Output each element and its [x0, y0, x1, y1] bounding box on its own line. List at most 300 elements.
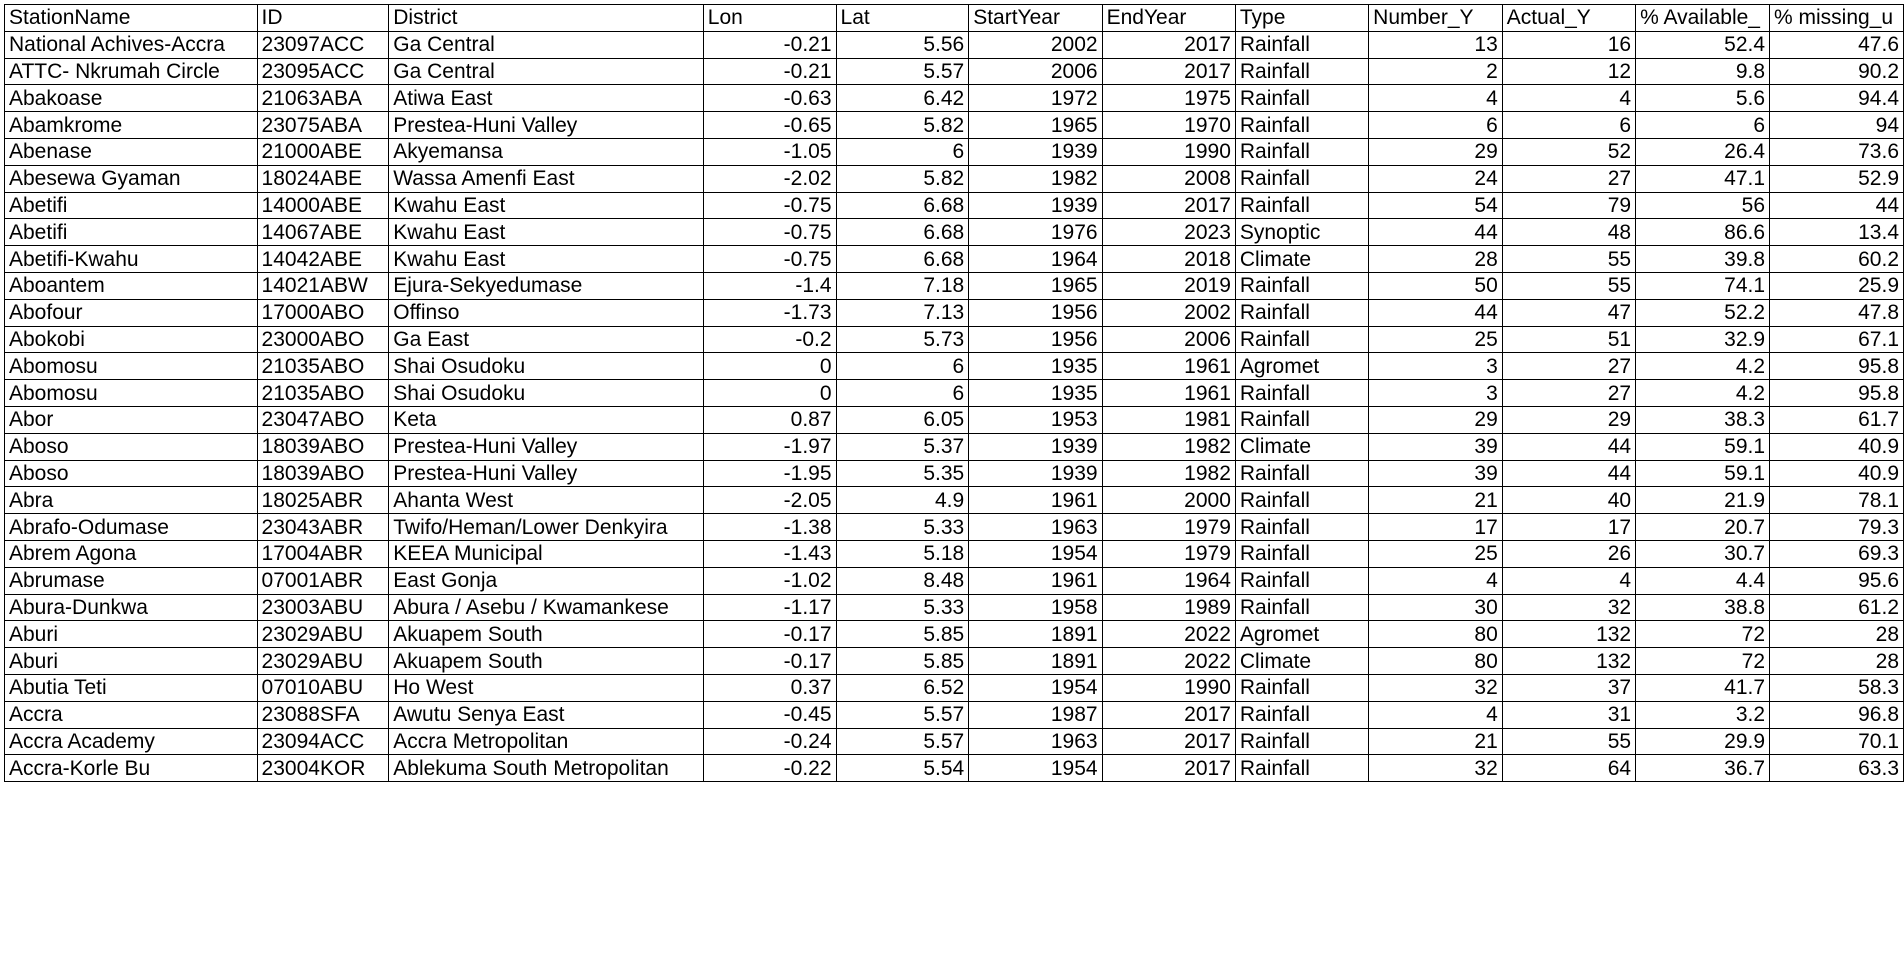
- cell-station-id[interactable]: 23000ABO: [257, 326, 389, 353]
- cell-station-id[interactable]: 21063ABA: [257, 85, 389, 112]
- cell-pct-available[interactable]: 72: [1636, 648, 1770, 675]
- cell-district[interactable]: Awutu Senya East: [389, 701, 704, 728]
- cell-lon[interactable]: -1.17: [703, 594, 836, 621]
- cell-actual-y[interactable]: 4: [1502, 85, 1635, 112]
- cell-district[interactable]: Prestea-Huni Valley: [389, 460, 704, 487]
- cell-station-id[interactable]: 14000ABE: [257, 192, 389, 219]
- cell-number-y[interactable]: 2: [1369, 58, 1503, 85]
- cell-number-y[interactable]: 17: [1369, 514, 1503, 541]
- cell-lat[interactable]: 5.33: [836, 514, 969, 541]
- cell-lat[interactable]: 5.82: [836, 165, 969, 192]
- cell-pct-available[interactable]: 52.2: [1636, 299, 1770, 326]
- cell-number-y[interactable]: 44: [1369, 219, 1503, 246]
- cell-end-year[interactable]: 1989: [1102, 594, 1235, 621]
- cell-pct-available[interactable]: 26.4: [1636, 138, 1770, 165]
- cell-pct-available[interactable]: 86.6: [1636, 219, 1770, 246]
- cell-number-y[interactable]: 24: [1369, 165, 1503, 192]
- cell-station-name[interactable]: Abesewa Gyaman: [5, 165, 258, 192]
- cell-district[interactable]: Accra Metropolitan: [389, 728, 704, 755]
- cell-pct-missing[interactable]: 95.6: [1770, 567, 1904, 594]
- cell-pct-missing[interactable]: 69.3: [1770, 540, 1904, 567]
- cell-lon[interactable]: 0.87: [703, 406, 836, 433]
- cell-pct-available[interactable]: 38.3: [1636, 406, 1770, 433]
- cell-type[interactable]: Rainfall: [1235, 192, 1368, 219]
- cell-start-year[interactable]: 1939: [969, 192, 1102, 219]
- cell-station-name[interactable]: Aburi: [5, 648, 258, 675]
- cell-number-y[interactable]: 29: [1369, 406, 1503, 433]
- cell-lon[interactable]: -0.75: [703, 219, 836, 246]
- cell-type[interactable]: Synoptic: [1235, 219, 1368, 246]
- cell-pct-available[interactable]: 39.8: [1636, 246, 1770, 273]
- cell-lat[interactable]: 6: [836, 138, 969, 165]
- cell-number-y[interactable]: 80: [1369, 648, 1503, 675]
- cell-pct-missing[interactable]: 94.4: [1770, 85, 1904, 112]
- cell-start-year[interactable]: 2006: [969, 58, 1102, 85]
- cell-end-year[interactable]: 2017: [1102, 31, 1235, 58]
- cell-pct-available[interactable]: 20.7: [1636, 514, 1770, 541]
- cell-type[interactable]: Rainfall: [1235, 540, 1368, 567]
- cell-station-name[interactable]: Abomosu: [5, 353, 258, 380]
- cell-type[interactable]: Rainfall: [1235, 58, 1368, 85]
- cell-pct-missing[interactable]: 28: [1770, 648, 1904, 675]
- cell-station-name[interactable]: Aboso: [5, 433, 258, 460]
- cell-actual-y[interactable]: 29: [1502, 406, 1635, 433]
- cell-pct-missing[interactable]: 63.3: [1770, 755, 1904, 782]
- cell-lat[interactable]: 5.33: [836, 594, 969, 621]
- cell-district[interactable]: Abura / Asebu / Kwamankese: [389, 594, 704, 621]
- cell-type[interactable]: Rainfall: [1235, 112, 1368, 139]
- cell-actual-y[interactable]: 32: [1502, 594, 1635, 621]
- cell-lat[interactable]: 6.42: [836, 85, 969, 112]
- cell-type[interactable]: Agromet: [1235, 353, 1368, 380]
- cell-lon[interactable]: -0.24: [703, 728, 836, 755]
- cell-pct-missing[interactable]: 95.8: [1770, 353, 1904, 380]
- cell-end-year[interactable]: 2017: [1102, 701, 1235, 728]
- cell-pct-available[interactable]: 6: [1636, 112, 1770, 139]
- cell-lat[interactable]: 5.56: [836, 31, 969, 58]
- cell-type[interactable]: Rainfall: [1235, 299, 1368, 326]
- cell-pct-missing[interactable]: 61.2: [1770, 594, 1904, 621]
- cell-number-y[interactable]: 54: [1369, 192, 1503, 219]
- cell-number-y[interactable]: 21: [1369, 487, 1503, 514]
- cell-number-y[interactable]: 3: [1369, 380, 1503, 407]
- cell-start-year[interactable]: 1958: [969, 594, 1102, 621]
- cell-station-name[interactable]: Accra: [5, 701, 258, 728]
- cell-pct-missing[interactable]: 90.2: [1770, 58, 1904, 85]
- column-header-actual-y[interactable]: Actual_Y: [1502, 5, 1635, 32]
- cell-station-id[interactable]: 23029ABU: [257, 621, 389, 648]
- cell-pct-available[interactable]: 59.1: [1636, 460, 1770, 487]
- cell-number-y[interactable]: 4: [1369, 85, 1503, 112]
- cell-station-name[interactable]: Abrem Agona: [5, 540, 258, 567]
- cell-lon[interactable]: -0.17: [703, 648, 836, 675]
- cell-station-id[interactable]: 23043ABR: [257, 514, 389, 541]
- cell-actual-y[interactable]: 16: [1502, 31, 1635, 58]
- cell-lat[interactable]: 8.48: [836, 567, 969, 594]
- cell-station-id[interactable]: 07001ABR: [257, 567, 389, 594]
- cell-station-name[interactable]: Accra Academy: [5, 728, 258, 755]
- cell-number-y[interactable]: 4: [1369, 701, 1503, 728]
- cell-end-year[interactable]: 1979: [1102, 540, 1235, 567]
- cell-type[interactable]: Rainfall: [1235, 487, 1368, 514]
- cell-station-id[interactable]: 23075ABA: [257, 112, 389, 139]
- cell-station-name[interactable]: Abamkrome: [5, 112, 258, 139]
- cell-start-year[interactable]: 1891: [969, 648, 1102, 675]
- cell-lon[interactable]: -1.02: [703, 567, 836, 594]
- cell-pct-available[interactable]: 41.7: [1636, 674, 1770, 701]
- cell-start-year[interactable]: 1956: [969, 299, 1102, 326]
- cell-type[interactable]: Agromet: [1235, 621, 1368, 648]
- cell-lon[interactable]: -1.4: [703, 272, 836, 299]
- column-header-lat[interactable]: Lat: [836, 5, 969, 32]
- cell-pct-missing[interactable]: 52.9: [1770, 165, 1904, 192]
- cell-lon[interactable]: 0: [703, 353, 836, 380]
- cell-station-name[interactable]: Abenase: [5, 138, 258, 165]
- cell-actual-y[interactable]: 4: [1502, 567, 1635, 594]
- cell-number-y[interactable]: 13: [1369, 31, 1503, 58]
- cell-actual-y[interactable]: 44: [1502, 433, 1635, 460]
- cell-start-year[interactable]: 1939: [969, 138, 1102, 165]
- cell-pct-missing[interactable]: 47.8: [1770, 299, 1904, 326]
- cell-lat[interactable]: 5.54: [836, 755, 969, 782]
- cell-station-id[interactable]: 21035ABO: [257, 380, 389, 407]
- cell-pct-available[interactable]: 4.2: [1636, 380, 1770, 407]
- cell-end-year[interactable]: 1961: [1102, 380, 1235, 407]
- column-header-pct-available[interactable]: % Available_: [1636, 5, 1770, 32]
- cell-district[interactable]: Prestea-Huni Valley: [389, 433, 704, 460]
- cell-lat[interactable]: 5.35: [836, 460, 969, 487]
- cell-start-year[interactable]: 1963: [969, 514, 1102, 541]
- cell-station-name[interactable]: Aburi: [5, 621, 258, 648]
- cell-lon[interactable]: -0.21: [703, 58, 836, 85]
- cell-district[interactable]: Atiwa East: [389, 85, 704, 112]
- cell-station-id[interactable]: 18039ABO: [257, 433, 389, 460]
- column-header-lon[interactable]: Lon: [703, 5, 836, 32]
- cell-pct-missing[interactable]: 28: [1770, 621, 1904, 648]
- cell-pct-missing[interactable]: 47.6: [1770, 31, 1904, 58]
- cell-district[interactable]: East Gonja: [389, 567, 704, 594]
- cell-pct-missing[interactable]: 95.8: [1770, 380, 1904, 407]
- cell-actual-y[interactable]: 44: [1502, 460, 1635, 487]
- cell-lon[interactable]: -0.17: [703, 621, 836, 648]
- cell-station-id[interactable]: 23004KOR: [257, 755, 389, 782]
- cell-district[interactable]: Ga East: [389, 326, 704, 353]
- cell-district[interactable]: Offinso: [389, 299, 704, 326]
- cell-pct-available[interactable]: 29.9: [1636, 728, 1770, 755]
- cell-pct-available[interactable]: 4.2: [1636, 353, 1770, 380]
- cell-start-year[interactable]: 1956: [969, 326, 1102, 353]
- cell-lat[interactable]: 5.57: [836, 728, 969, 755]
- cell-start-year[interactable]: 1961: [969, 487, 1102, 514]
- cell-lat[interactable]: 6.68: [836, 192, 969, 219]
- cell-number-y[interactable]: 30: [1369, 594, 1503, 621]
- cell-lon[interactable]: -0.75: [703, 192, 836, 219]
- cell-district[interactable]: Shai Osudoku: [389, 353, 704, 380]
- cell-district[interactable]: Wassa Amenfi East: [389, 165, 704, 192]
- cell-pct-missing[interactable]: 13.4: [1770, 219, 1904, 246]
- cell-type[interactable]: Rainfall: [1235, 460, 1368, 487]
- cell-station-id[interactable]: 14021ABW: [257, 272, 389, 299]
- cell-station-name[interactable]: Accra-Korle Bu: [5, 755, 258, 782]
- cell-type[interactable]: Rainfall: [1235, 272, 1368, 299]
- cell-end-year[interactable]: 2023: [1102, 219, 1235, 246]
- cell-number-y[interactable]: 39: [1369, 433, 1503, 460]
- cell-type[interactable]: Rainfall: [1235, 755, 1368, 782]
- cell-pct-available[interactable]: 21.9: [1636, 487, 1770, 514]
- cell-station-id[interactable]: 18025ABR: [257, 487, 389, 514]
- cell-pct-available[interactable]: 47.1: [1636, 165, 1770, 192]
- cell-start-year[interactable]: 1954: [969, 674, 1102, 701]
- cell-actual-y[interactable]: 48: [1502, 219, 1635, 246]
- cell-pct-available[interactable]: 5.6: [1636, 85, 1770, 112]
- cell-station-id[interactable]: 21035ABO: [257, 353, 389, 380]
- cell-lat[interactable]: 5.37: [836, 433, 969, 460]
- cell-station-name[interactable]: Abetifi: [5, 219, 258, 246]
- cell-station-name[interactable]: Abetifi-Kwahu: [5, 246, 258, 273]
- cell-pct-missing[interactable]: 67.1: [1770, 326, 1904, 353]
- cell-station-id[interactable]: 23029ABU: [257, 648, 389, 675]
- cell-type[interactable]: Rainfall: [1235, 380, 1368, 407]
- cell-station-name[interactable]: Abra: [5, 487, 258, 514]
- cell-district[interactable]: Ga Central: [389, 58, 704, 85]
- column-header-district[interactable]: District: [389, 5, 704, 32]
- cell-station-id[interactable]: 17000ABO: [257, 299, 389, 326]
- cell-end-year[interactable]: 2002: [1102, 299, 1235, 326]
- cell-actual-y[interactable]: 55: [1502, 728, 1635, 755]
- cell-pct-available[interactable]: 36.7: [1636, 755, 1770, 782]
- cell-lat[interactable]: 6: [836, 353, 969, 380]
- cell-station-name[interactable]: Abor: [5, 406, 258, 433]
- cell-start-year[interactable]: 1961: [969, 567, 1102, 594]
- cell-station-name[interactable]: ATTC- Nkrumah Circle: [5, 58, 258, 85]
- cell-station-name[interactable]: Abetifi: [5, 192, 258, 219]
- cell-lon[interactable]: -1.97: [703, 433, 836, 460]
- cell-end-year[interactable]: 1964: [1102, 567, 1235, 594]
- cell-actual-y[interactable]: 17: [1502, 514, 1635, 541]
- cell-district[interactable]: Ejura-Sekyedumase: [389, 272, 704, 299]
- cell-end-year[interactable]: 1970: [1102, 112, 1235, 139]
- cell-number-y[interactable]: 39: [1369, 460, 1503, 487]
- cell-number-y[interactable]: 21: [1369, 728, 1503, 755]
- cell-number-y[interactable]: 4: [1369, 567, 1503, 594]
- cell-start-year[interactable]: 1972: [969, 85, 1102, 112]
- cell-start-year[interactable]: 1976: [969, 219, 1102, 246]
- cell-lat[interactable]: 4.9: [836, 487, 969, 514]
- cell-pct-missing[interactable]: 78.1: [1770, 487, 1904, 514]
- cell-station-name[interactable]: Abakoase: [5, 85, 258, 112]
- cell-actual-y[interactable]: 12: [1502, 58, 1635, 85]
- cell-actual-y[interactable]: 55: [1502, 272, 1635, 299]
- cell-start-year[interactable]: 1953: [969, 406, 1102, 433]
- cell-lat[interactable]: 6.68: [836, 219, 969, 246]
- cell-station-name[interactable]: Abokobi: [5, 326, 258, 353]
- cell-actual-y[interactable]: 55: [1502, 246, 1635, 273]
- cell-start-year[interactable]: 1939: [969, 433, 1102, 460]
- cell-pct-available[interactable]: 3.2: [1636, 701, 1770, 728]
- cell-lon[interactable]: -0.65: [703, 112, 836, 139]
- cell-lat[interactable]: 6: [836, 380, 969, 407]
- cell-start-year[interactable]: 1954: [969, 755, 1102, 782]
- cell-number-y[interactable]: 25: [1369, 326, 1503, 353]
- cell-pct-missing[interactable]: 40.9: [1770, 433, 1904, 460]
- cell-station-id[interactable]: 21000ABE: [257, 138, 389, 165]
- cell-pct-available[interactable]: 52.4: [1636, 31, 1770, 58]
- cell-end-year[interactable]: 1990: [1102, 674, 1235, 701]
- cell-pct-missing[interactable]: 25.9: [1770, 272, 1904, 299]
- column-header-end-year[interactable]: EndYear: [1102, 5, 1235, 32]
- cell-type[interactable]: Climate: [1235, 648, 1368, 675]
- cell-actual-y[interactable]: 64: [1502, 755, 1635, 782]
- cell-lat[interactable]: 6.05: [836, 406, 969, 433]
- cell-lat[interactable]: 7.13: [836, 299, 969, 326]
- cell-district[interactable]: Akuapem South: [389, 648, 704, 675]
- cell-station-id[interactable]: 23097ACC: [257, 31, 389, 58]
- cell-district[interactable]: Kwahu East: [389, 246, 704, 273]
- cell-type[interactable]: Rainfall: [1235, 728, 1368, 755]
- cell-lon[interactable]: -1.95: [703, 460, 836, 487]
- cell-end-year[interactable]: 2006: [1102, 326, 1235, 353]
- cell-end-year[interactable]: 2008: [1102, 165, 1235, 192]
- cell-start-year[interactable]: 1935: [969, 380, 1102, 407]
- cell-actual-y[interactable]: 27: [1502, 380, 1635, 407]
- cell-lon[interactable]: -1.38: [703, 514, 836, 541]
- cell-district[interactable]: Twifo/Heman/Lower Denkyira: [389, 514, 704, 541]
- cell-type[interactable]: Rainfall: [1235, 701, 1368, 728]
- cell-actual-y[interactable]: 26: [1502, 540, 1635, 567]
- cell-pct-available[interactable]: 30.7: [1636, 540, 1770, 567]
- cell-station-id[interactable]: 07010ABU: [257, 674, 389, 701]
- cell-station-name[interactable]: Abofour: [5, 299, 258, 326]
- cell-start-year[interactable]: 1965: [969, 112, 1102, 139]
- cell-type[interactable]: Rainfall: [1235, 514, 1368, 541]
- cell-lon[interactable]: -0.21: [703, 31, 836, 58]
- cell-station-id[interactable]: 14042ABE: [257, 246, 389, 273]
- cell-station-name[interactable]: Aboantem: [5, 272, 258, 299]
- cell-station-id[interactable]: 23088SFA: [257, 701, 389, 728]
- cell-start-year[interactable]: 1982: [969, 165, 1102, 192]
- cell-lon[interactable]: -1.43: [703, 540, 836, 567]
- cell-actual-y[interactable]: 52: [1502, 138, 1635, 165]
- cell-number-y[interactable]: 28: [1369, 246, 1503, 273]
- cell-end-year[interactable]: 2022: [1102, 648, 1235, 675]
- cell-type[interactable]: Rainfall: [1235, 165, 1368, 192]
- cell-number-y[interactable]: 32: [1369, 755, 1503, 782]
- cell-lon[interactable]: -0.22: [703, 755, 836, 782]
- cell-district[interactable]: KEEA Municipal: [389, 540, 704, 567]
- cell-lon[interactable]: 0: [703, 380, 836, 407]
- cell-number-y[interactable]: 50: [1369, 272, 1503, 299]
- cell-end-year[interactable]: 2018: [1102, 246, 1235, 273]
- cell-district[interactable]: Prestea-Huni Valley: [389, 112, 704, 139]
- cell-end-year[interactable]: 2017: [1102, 58, 1235, 85]
- cell-lat[interactable]: 6.52: [836, 674, 969, 701]
- cell-type[interactable]: Rainfall: [1235, 594, 1368, 621]
- cell-end-year[interactable]: 2017: [1102, 755, 1235, 782]
- cell-number-y[interactable]: 32: [1369, 674, 1503, 701]
- cell-pct-available[interactable]: 74.1: [1636, 272, 1770, 299]
- cell-end-year[interactable]: 2017: [1102, 728, 1235, 755]
- cell-pct-missing[interactable]: 94: [1770, 112, 1904, 139]
- cell-district[interactable]: Ho West: [389, 674, 704, 701]
- cell-lat[interactable]: 5.85: [836, 621, 969, 648]
- cell-lat[interactable]: 5.73: [836, 326, 969, 353]
- cell-station-name[interactable]: Abomosu: [5, 380, 258, 407]
- cell-lon[interactable]: -1.05: [703, 138, 836, 165]
- cell-actual-y[interactable]: 27: [1502, 165, 1635, 192]
- cell-actual-y[interactable]: 6: [1502, 112, 1635, 139]
- cell-lon[interactable]: -2.05: [703, 487, 836, 514]
- cell-type[interactable]: Rainfall: [1235, 31, 1368, 58]
- column-header-type[interactable]: Type: [1235, 5, 1368, 32]
- cell-actual-y[interactable]: 31: [1502, 701, 1635, 728]
- cell-end-year[interactable]: 2000: [1102, 487, 1235, 514]
- cell-pct-available[interactable]: 56: [1636, 192, 1770, 219]
- cell-start-year[interactable]: 1939: [969, 460, 1102, 487]
- cell-start-year[interactable]: 1987: [969, 701, 1102, 728]
- cell-pct-missing[interactable]: 58.3: [1770, 674, 1904, 701]
- cell-district[interactable]: Ga Central: [389, 31, 704, 58]
- cell-district[interactable]: Akuapem South: [389, 621, 704, 648]
- cell-actual-y[interactable]: 132: [1502, 648, 1635, 675]
- cell-type[interactable]: Rainfall: [1235, 406, 1368, 433]
- cell-pct-missing[interactable]: 40.9: [1770, 460, 1904, 487]
- cell-district[interactable]: Shai Osudoku: [389, 380, 704, 407]
- cell-station-name[interactable]: National Achives-Accra: [5, 31, 258, 58]
- cell-district[interactable]: Keta: [389, 406, 704, 433]
- cell-lon[interactable]: -0.63: [703, 85, 836, 112]
- cell-pct-missing[interactable]: 61.7: [1770, 406, 1904, 433]
- cell-pct-missing[interactable]: 70.1: [1770, 728, 1904, 755]
- cell-lat[interactable]: 5.85: [836, 648, 969, 675]
- cell-type[interactable]: Rainfall: [1235, 326, 1368, 353]
- cell-start-year[interactable]: 1963: [969, 728, 1102, 755]
- cell-end-year[interactable]: 1981: [1102, 406, 1235, 433]
- column-header-start-year[interactable]: StartYear: [969, 5, 1102, 32]
- cell-district[interactable]: Ablekuma South Metropolitan: [389, 755, 704, 782]
- cell-pct-available[interactable]: 72: [1636, 621, 1770, 648]
- cell-actual-y[interactable]: 37: [1502, 674, 1635, 701]
- cell-number-y[interactable]: 25: [1369, 540, 1503, 567]
- cell-lat[interactable]: 6.68: [836, 246, 969, 273]
- cell-station-id[interactable]: 23094ACC: [257, 728, 389, 755]
- cell-station-id[interactable]: 17004ABR: [257, 540, 389, 567]
- cell-end-year[interactable]: 1975: [1102, 85, 1235, 112]
- cell-pct-missing[interactable]: 44: [1770, 192, 1904, 219]
- cell-station-name[interactable]: Aboso: [5, 460, 258, 487]
- cell-end-year[interactable]: 1961: [1102, 353, 1235, 380]
- cell-station-id[interactable]: 18039ABO: [257, 460, 389, 487]
- cell-start-year[interactable]: 1954: [969, 540, 1102, 567]
- cell-actual-y[interactable]: 27: [1502, 353, 1635, 380]
- cell-number-y[interactable]: 6: [1369, 112, 1503, 139]
- cell-lon[interactable]: 0.37: [703, 674, 836, 701]
- cell-lon[interactable]: -0.75: [703, 246, 836, 273]
- cell-end-year[interactable]: 2017: [1102, 192, 1235, 219]
- cell-actual-y[interactable]: 79: [1502, 192, 1635, 219]
- cell-lat[interactable]: 7.18: [836, 272, 969, 299]
- cell-station-name[interactable]: Abutia Teti: [5, 674, 258, 701]
- cell-station-name[interactable]: Abrumase: [5, 567, 258, 594]
- cell-pct-missing[interactable]: 60.2: [1770, 246, 1904, 273]
- cell-pct-available[interactable]: 32.9: [1636, 326, 1770, 353]
- cell-type[interactable]: Rainfall: [1235, 138, 1368, 165]
- cell-start-year[interactable]: 1891: [969, 621, 1102, 648]
- cell-lon[interactable]: -0.2: [703, 326, 836, 353]
- cell-start-year[interactable]: 1935: [969, 353, 1102, 380]
- cell-lon[interactable]: -1.73: [703, 299, 836, 326]
- cell-end-year[interactable]: 1982: [1102, 460, 1235, 487]
- cell-actual-y[interactable]: 132: [1502, 621, 1635, 648]
